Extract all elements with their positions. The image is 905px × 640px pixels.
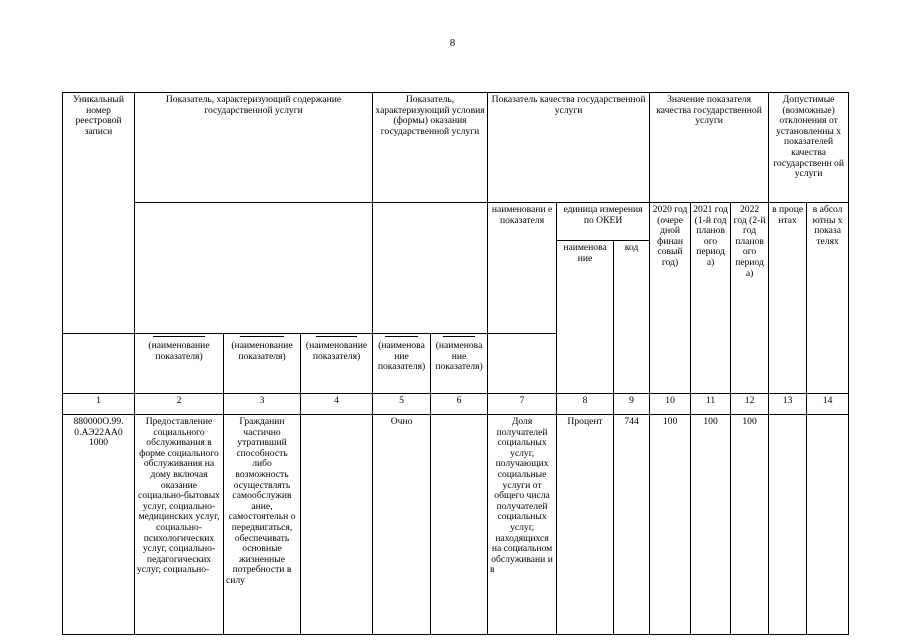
header-in-absolute: в абсол ютны х показа телях xyxy=(807,203,849,394)
column-number: 14 xyxy=(807,394,849,415)
cell-registry-number: 880000О.99. 0.АЭ22АА0 1000 xyxy=(63,415,135,635)
column-number: 9 xyxy=(614,394,650,415)
cell-indicator: Доля получателей социальных услуг, получающих социальные услуги от общего числа получателей социальных услуг, находящихся на социальном обслуживани и в xyxy=(488,415,557,635)
cell-unit-code: 744 xyxy=(614,415,650,635)
column-number: 5 xyxy=(373,394,431,415)
cell-service-content: Предоставление социального обслуживания в форме социального обслуживания на дому включая оказание социально-бытовых услуг, социально-медицинских услуг, социально-психологических услуг, социально-педагогических услуг, социально- xyxy=(135,415,224,635)
column-number: 7 xyxy=(488,394,557,415)
header-year-2021: 2021 год (1-й год планов ого период а) xyxy=(691,203,731,394)
cell-value-2020: 100 xyxy=(650,415,691,635)
column-number: 6 xyxy=(431,394,488,415)
header-conditions-blank xyxy=(373,203,488,334)
header-unit-name: наименова ние xyxy=(557,241,614,394)
column-number: 1 xyxy=(63,394,135,415)
header-col4-name: (наименование показателя) xyxy=(301,334,373,394)
header-unit-okei: единица измерения по ОКЕИ xyxy=(557,203,650,241)
column-number: 10 xyxy=(650,394,691,415)
cell-form: Очно xyxy=(373,415,431,635)
cell-value-2022: 100 xyxy=(731,415,769,635)
header-allowed-deviations: Допустимые (возможные) отклонения от установленны х показателей качества государственн ой услуги xyxy=(769,93,849,203)
column-number: 13 xyxy=(769,394,807,415)
header-quality-value: Значение показателя качества государственной услуги xyxy=(650,93,769,203)
header-quality-indicator: Показатель качества государственной услуги xyxy=(488,93,650,203)
header-row-1 xyxy=(63,93,849,203)
header-registry-cont xyxy=(63,334,135,394)
column-number: 12 xyxy=(731,394,769,415)
page-number: 8 xyxy=(449,37,456,49)
header-row-2 xyxy=(63,203,849,241)
column-number: 4 xyxy=(301,394,373,415)
column-number-row xyxy=(63,394,849,415)
header-year-2020: 2020 год (очере дной финан совый год) xyxy=(650,203,691,394)
cell-value-2021: 100 xyxy=(691,415,731,635)
header-col2-name: (наименование показателя) xyxy=(135,334,224,394)
column-number: 11 xyxy=(691,394,731,415)
header-content-blank xyxy=(135,203,373,334)
header-year-2022: 2022 год (2-й год планов ого период а) xyxy=(731,203,769,394)
column-number: 2 xyxy=(135,394,224,415)
header-unit-code: код xyxy=(614,241,650,394)
header-conditions-indicator: Показатель, характеризующий условия (формы) оказания государственной услуги xyxy=(373,93,488,203)
column-number: 3 xyxy=(224,394,301,415)
cell-col4 xyxy=(301,415,373,635)
header-in-percent: в проце нтах xyxy=(769,203,807,394)
column-number: 8 xyxy=(557,394,614,415)
header-indicator-cont xyxy=(488,334,557,394)
header-indicator-name: наименовани е показателя xyxy=(488,203,557,334)
header-col6-name: (наименова ние показателя) xyxy=(431,334,488,394)
cell-unit-name: Процент xyxy=(557,415,614,635)
table-row xyxy=(63,415,849,635)
cell-dev-percent xyxy=(769,415,807,635)
cell-col6 xyxy=(431,415,488,635)
service-quality-table xyxy=(62,92,849,635)
header-content-indicator: Показатель, характеризующий содержание государственной услуги xyxy=(135,93,373,203)
cell-dev-absolute xyxy=(807,415,849,635)
header-col3-name: (наименование показателя) xyxy=(224,334,301,394)
header-col5-name: (наименова ние показателя) xyxy=(373,334,431,394)
cell-recipient: Гражданин частично утративший способность либо возможность осуществлять самообслужив ание, самостоятельн о передвигаться, обеспечивать основные жизненные потребности в силу xyxy=(224,415,301,635)
header-registry-number: Уникальный номер реестровой записи xyxy=(63,93,135,334)
